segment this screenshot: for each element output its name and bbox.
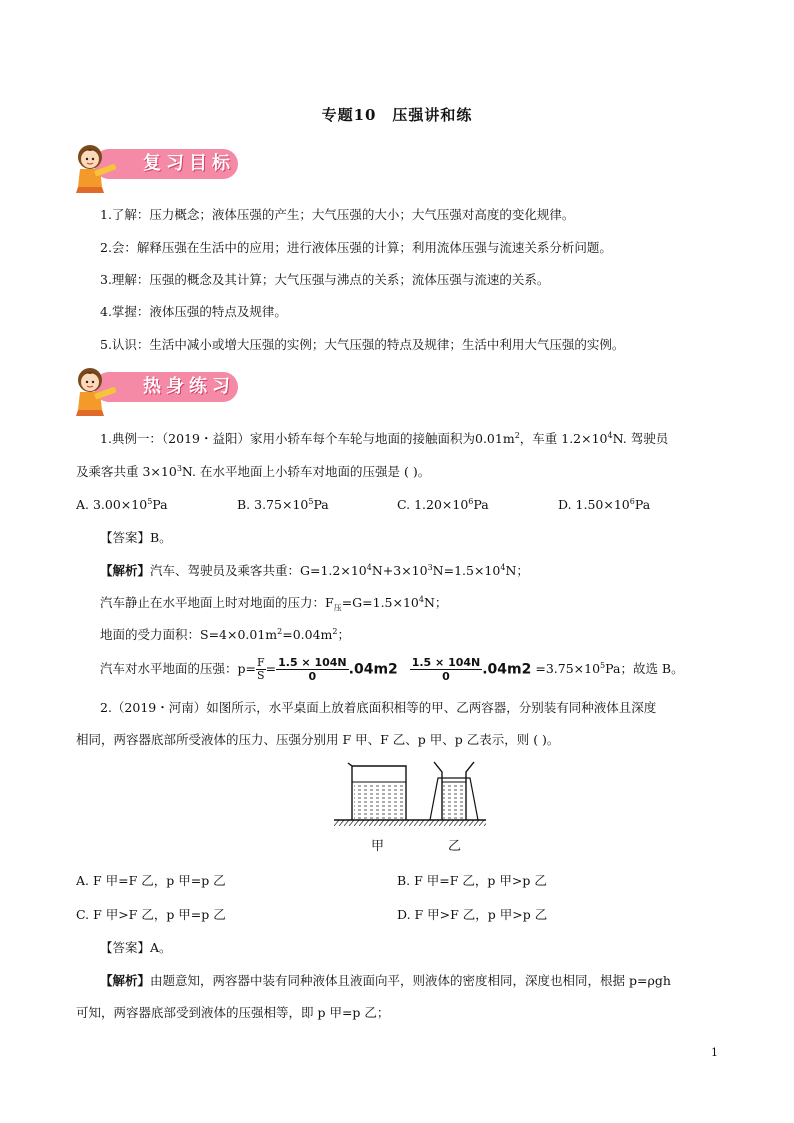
fraction-2: $\frac{1.5 \times 104N}{0}$	[411, 656, 481, 683]
section-badge-warmup	[72, 364, 242, 410]
girl-pencil-icon	[72, 141, 122, 193]
question-1-line-1: 1.典例一：（2019・益阳）家用小轿车每个车轮与地面的接触面积为$0.01m^2$，车重 $1.2\times 10^4N$. 驾驶员	[100, 430, 669, 446]
option-c: C. F 甲>F 乙，p 甲=p 乙	[76, 907, 226, 922]
section-badge-review-goals	[72, 141, 242, 187]
page-title: 专题10 压强讲和练	[321, 106, 473, 124]
label-jia: 甲	[371, 839, 385, 854]
goal-item: 4.掌握：液体压强的特点及规律。	[100, 304, 287, 319]
analysis-2-line-2: 可知，两容器底部受到液体的压强相等，即 p 甲=p 乙；	[76, 1005, 390, 1020]
analysis-2-line-1: 【解析】由题意知，两容器中装有同种液体且液面向平，则液体的密度相同，深度也相同，根据 p=ρgh	[100, 973, 671, 988]
option-d: D. F 甲>F 乙，p 甲>p 乙	[397, 907, 548, 922]
goal-item: 5.认识：生活中减小或增大压强的实例；大气压强的特点及规律；生活中利用大气压强的实例。	[100, 337, 625, 352]
fraction-1: $\frac{1.5 \times 104N}{0}$	[278, 656, 347, 683]
option-d: D. $1.50\times 10^6Pa$	[558, 496, 651, 512]
analysis-1-line-3: 地面的受力面积：$S=4\times 0.01m^2=0.04m^2$；	[100, 626, 351, 642]
analysis-1-line-2: 汽车静止在水平地面上时对地面的压力：$F_压=G=1.5\times 10^4N$；	[100, 594, 448, 613]
question-2-line-2: 相同，两容器底部所受液体的压力、压强分别用 F 甲、F 乙、p 甲、p 乙表示，则 ( )。	[76, 732, 560, 747]
goal-item: 2.会：解释压强在生活中的应用；进行液体压强的计算；利用流体压强与流速关系分析问题。	[100, 240, 612, 255]
fraction-f-over-s: $\frac{F}{S}$	[256, 656, 265, 682]
label-yi: 乙	[448, 839, 462, 854]
option-b: B. F 甲=F 乙，p 甲>p 乙	[397, 873, 547, 888]
containers-figure	[334, 760, 486, 830]
analysis-1-line-1: 【解析】汽车、驾驶员及乘客共重：$G=1.2\times 10^4N+3\times 10^3N=1.5\times 10^4N$；	[100, 562, 529, 578]
question-1-line-2: 及乘客共重 $3\times 10^3N$. 在水平地面上小轿车对地面的压强是 ( )。	[76, 463, 431, 479]
badge-text: 复习目标	[143, 153, 235, 174]
option-b: B. $3.75\times 10^5Pa$	[237, 496, 329, 512]
answer-2: 【答案】A。	[100, 940, 172, 955]
option-c: C. $1.20\times 10^6Pa$	[397, 496, 489, 512]
option-a: A. F 甲=F 乙，p 甲=p 乙	[76, 873, 226, 888]
answer-1: 【答案】B。	[100, 530, 172, 545]
page-number: 1	[711, 1046, 718, 1059]
goal-item: 3.理解：压强的概念及其计算；大气压强与沸点的关系；流体压强与流速的关系。	[100, 272, 550, 287]
option-a: A. $3.00\times 10^5Pa$	[76, 496, 168, 512]
goal-item: 1.了解：压力概念；液体压强的产生；大气压强的大小；大气压强对高度的变化规律。	[100, 207, 575, 222]
question-2-line-1: 2.（2019・河南）如图所示，水平桌面上放着底面积相等的甲、乙两容器，分别装有同种液体且深度	[100, 700, 657, 715]
table-hatch	[334, 820, 486, 826]
girl-pencil-icon	[72, 364, 122, 416]
container-jia	[348, 763, 406, 820]
analysis-1-line-4: 汽车对水平地面的压强：p= $\frac{F}{S}$ = $\frac{1.5 \times 104N}{0}$ .04m2 $\frac{1.5 \times 104N}{0}$ $.04m2 =3.75\times 10^5Pa$；故选 B。	[100, 656, 684, 683]
container-yi	[430, 762, 478, 820]
badge-text: 热身练习	[143, 376, 235, 397]
